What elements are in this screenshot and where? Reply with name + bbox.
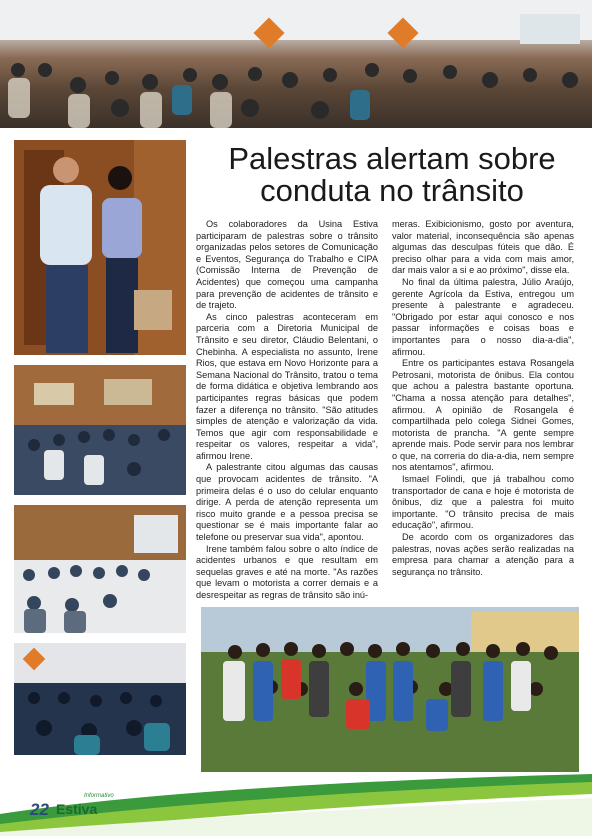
audience-illustration (0, 0, 592, 128)
article-column-1 (196, 219, 378, 602)
photo-lecture-room-3 (14, 643, 186, 755)
lecture-room-3-illustration (14, 643, 186, 755)
paragraph: No final da última palestra, Júlio Araújo, gerente Agrícola da Estiva, entregou um presente à palestrante e agradeceu. "Obrigado por estar aqui conosco e nos passar informações e coisas boas e importantes para o nosso dia-a-dia", afirmou. (392, 276, 574, 357)
brand-logo (56, 793, 114, 817)
article-column-2 (392, 219, 574, 578)
paragraph: De acordo com os organizadores das palestras, novas ações serão realizadas na empresa para chamar a atenção para a segurança no trânsito. (392, 532, 574, 577)
brand-name: Estiva (56, 801, 98, 817)
page-number: 22 (30, 800, 49, 819)
brand-small-label: Informativo (84, 793, 114, 799)
article-title-line-2: conduta no trânsito (260, 173, 524, 208)
photo-couple (14, 140, 186, 355)
lecture-room-2-illustration (14, 505, 186, 633)
photo-lecture-room-1 (14, 365, 186, 495)
paragraph: meras. Exibicionismo, gosto por aventura, valor material, inconsequência são apenas algumas das desculpas fúteis que dão. É preciso olhar para a vida com mais amor, dar mais valor a si e ao próximo", disse ela. (392, 219, 574, 276)
paragraph: Irene também falou sobre o alto índice de acidentes urbanos e que resultam em sequelas graves e até na morte. "As razões que levam o motorista a correr demais e a desrespeitar as regras de trânsito são inú- (196, 543, 378, 600)
photo-lecture-room-2 (14, 505, 186, 633)
paragraph: Entre os participantes estava Rosangela Petrosani, motorista de ônibus. Ela contou que achou a palestra bastante oportuna. "Chama a nossa atenção para detalhes", afirmou. A opinião de Rosangela é compartilhada pelo colega Sidnei Gomes, motorista de prancha. "A gente sempre aprende mais. Pode servir para nos lembrar o que, na correria do dia-a-dia, nem sempre nos atentamos", afirmou. (392, 358, 574, 473)
group-illustration (201, 607, 579, 772)
lecture-room-1-illustration (14, 365, 186, 495)
photo-group (201, 607, 579, 772)
paragraph: As cinco palestras aconteceram em parceria com a Diretoria Municipal de Trânsito e seu diretor, Cláudio Belentani, o Chebinha. A especialista no assunto, Irene Rios, que estava em Novo Horizonte para a Semana Nacional do Trânsito, tratou o tema de forma didática e objetiva lembrando aos participantes regras básicas que podem fazer a diferença no trânsito. "São atitudes simples de atenção e valorização da vida. Temos que agir com responsabilidade e respeitar os valores, respeitar a vida", afirmou Irene. (196, 311, 378, 461)
article-title (196, 143, 588, 207)
couple-illustration (14, 140, 186, 355)
photo-audience-wide (0, 0, 592, 128)
paragraph: Os colaboradores da Usina Estiva participaram de palestras sobre o trânsito organizadas pelos setores de Comunicação e Eventos, Segurança do Trabalho e CIPA (Comissão Interna de Prevenção de Acidentes) que começou uma campanha para prevenção de acidentes de trânsito e de trajeto. (196, 219, 378, 311)
paragraph: Ismael Folindi, que já trabalhou como transportador de cana e hoje é motorista de ônibus, diz que a palestra foi muito importante. "O trânsito precisa de mais educação", afirmou. (392, 474, 574, 531)
paragraph: A palestrante citou algumas das causas que provocam acidentes de trânsito. "A primeira delas é o uso do celular enquanto dirige. A perda de atenção representa um risco muito grande e a pessoa precisa se questionar se é mais importante falar ao telefone ou preservar sua vida", apontou. (196, 462, 378, 543)
article-title-line-1: Palestras alertam sobre (228, 141, 556, 176)
